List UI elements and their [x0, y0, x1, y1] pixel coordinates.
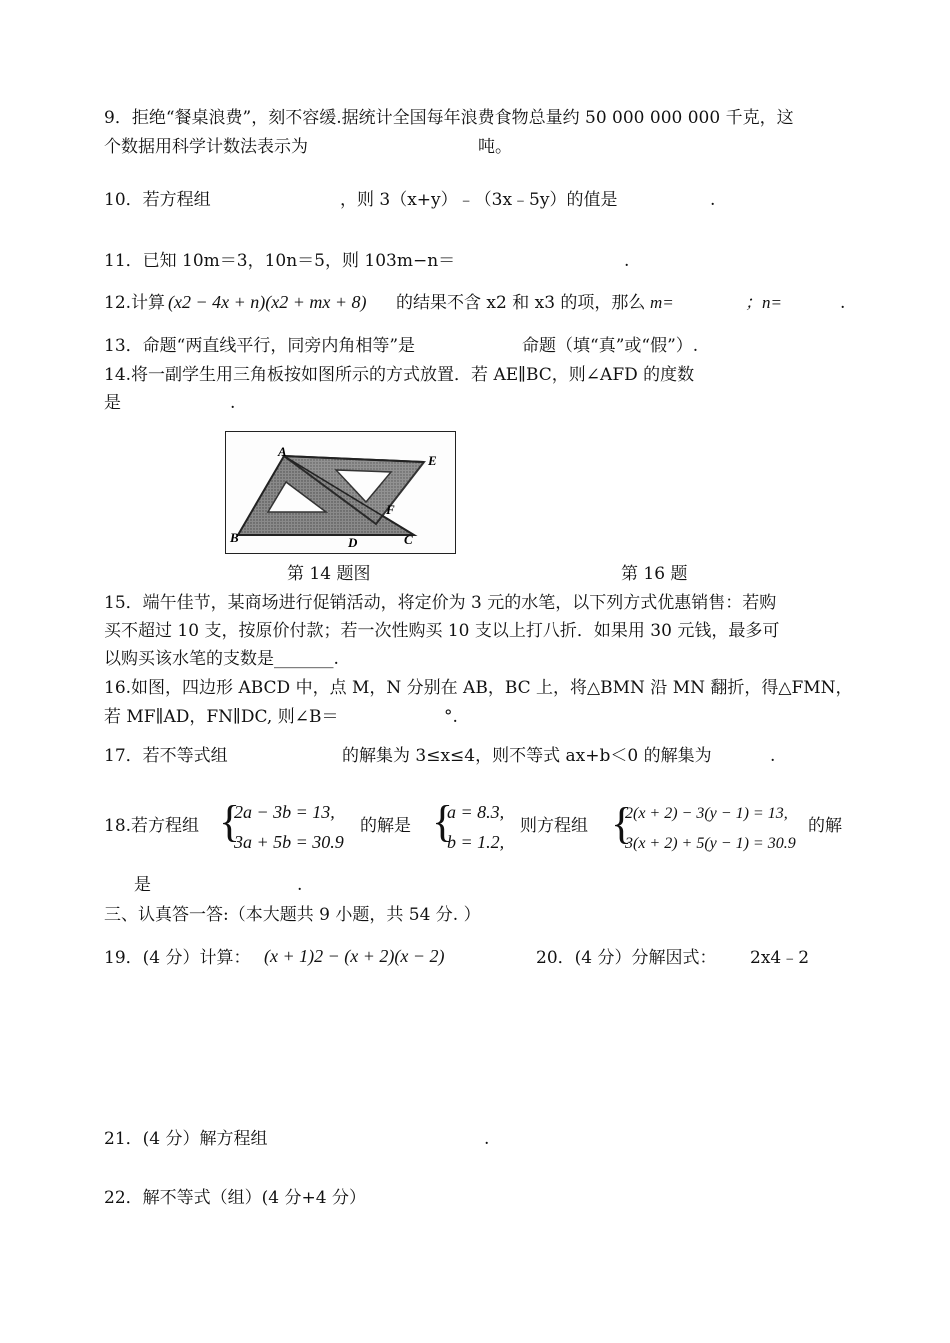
q18-line2: 是	[134, 875, 151, 895]
q20-expression: 2x4﹣2	[750, 948, 810, 968]
q18-mid1: 的解是	[360, 816, 411, 836]
q22-text: 22．解不等式（组）(4 分+4 分）	[104, 1188, 366, 1208]
system2-brace: {	[432, 797, 454, 846]
label-e: E	[428, 453, 437, 468]
system1-brace: {	[219, 797, 241, 846]
triangle-ruler-figure	[226, 432, 455, 553]
label-d: D	[348, 535, 358, 550]
q9-line1: 9．拒绝“餐桌浪费”，刻不容缓.据统计全国每年浪费食物总量约 50 000 000 000 千克，这	[104, 108, 794, 128]
q16-line2: 若 MF∥AD，FN∥DC, 则∠B＝	[104, 707, 339, 727]
q13-text: 13．命题“两直线平行，同旁内角相等”是	[104, 336, 416, 356]
q19-expression: (x + 1)2 − (x + 2)(x − 2)	[264, 946, 445, 966]
q15-line1: 15．端午佳节，某商场进行促销活动，将定价为 3 元的水笔，以下列方式优惠销售：若购	[104, 593, 777, 613]
q17-text: 17．若不等式组	[104, 746, 228, 766]
q21-text: 21．(4 分）解方程组	[104, 1129, 268, 1149]
label-b: B	[230, 530, 239, 545]
q18-prefix: 18.若方程组	[104, 816, 200, 836]
q10-text: ，则 3（x+y）﹣（3x﹣5y）的值是	[340, 190, 618, 210]
q12-end: .	[840, 293, 846, 313]
q17-end: .	[770, 746, 776, 766]
system3-brace: {	[611, 799, 633, 848]
label-f: F	[386, 502, 395, 517]
q18-end: .	[297, 875, 303, 895]
caption-fig14: 第 14 题图	[287, 564, 371, 584]
q16-line1: 16.如图，四边形 ABCD 中，点 M，N 分别在 AB，BC 上，将△BMN 沿 MN 翻折，得△FMN，	[104, 678, 853, 698]
q12-prefix: 12.计算	[104, 293, 166, 313]
q12-expression: (x2 − 4x + n)(x2 + mx + 8)	[168, 292, 367, 312]
q17-rest: 的解集为 3≤x≤4，则不等式 ax+b＜0 的解集为	[342, 746, 712, 766]
q21-end: .	[484, 1129, 490, 1149]
q15-line3: 以购买该水笔的支数是_______.	[104, 649, 339, 669]
system1-eq2: 3a + 5b = 30.9	[234, 832, 344, 852]
q18-suffix: 的解	[808, 816, 842, 836]
q9-line2: 个数据用科学计数法表示为	[104, 137, 308, 157]
q15-line2: 买不超过 10 支，按原价付款；若一次性购买 10 支以上打八折．如果用 30 元钱，最多可	[104, 621, 780, 641]
q11-end: .	[624, 251, 630, 271]
system2-eq1: a = 8.3,	[447, 802, 505, 822]
label-a: A	[278, 444, 287, 459]
q14-line2: 是	[104, 393, 121, 413]
q10-number: 10．若方程组	[104, 190, 211, 210]
q16-end: °.	[444, 707, 458, 727]
system2-eq2: b = 1.2,	[447, 832, 505, 852]
q14-end: .	[230, 393, 236, 413]
q12-n-blank: ；n=	[745, 293, 782, 312]
figure-14-triangles	[225, 431, 456, 554]
system3-eq2: 3(x + 2) + 5(y − 1) = 30.9	[625, 835, 796, 852]
q14-line1: 14.将一副学生用三角板按如图所示的方式放置．若 AE∥BC，则∠AFD 的度数	[104, 365, 695, 385]
q12-middle: 的结果不含 x2 和 x3 的项，那么	[396, 293, 646, 313]
q20-text: 20．(4 分）分解因式：	[536, 948, 717, 968]
label-c: C	[404, 532, 413, 547]
q12-m-blank: m=	[650, 293, 674, 312]
q11-text: 11．已知 10m＝3，10n＝5，则 103m−n＝	[104, 251, 456, 271]
section-3-heading: 三、认真答一答:（本大题共 9 小题，共 54 分. ）	[104, 905, 481, 925]
system3-eq1: 2(x + 2) − 3(y − 1) = 13,	[625, 805, 788, 822]
q9-unit: 吨。	[478, 137, 512, 157]
caption-fig16: 第 16 题	[621, 564, 688, 584]
q10-end: .	[710, 190, 716, 210]
q19-text: 19．(4 分）计算：	[104, 948, 251, 968]
system1-eq1: 2a − 3b = 13,	[234, 802, 335, 822]
q18-mid2: 则方程组	[520, 816, 588, 836]
q13-rest: 命题（填“真”或“假”）.	[522, 336, 699, 356]
